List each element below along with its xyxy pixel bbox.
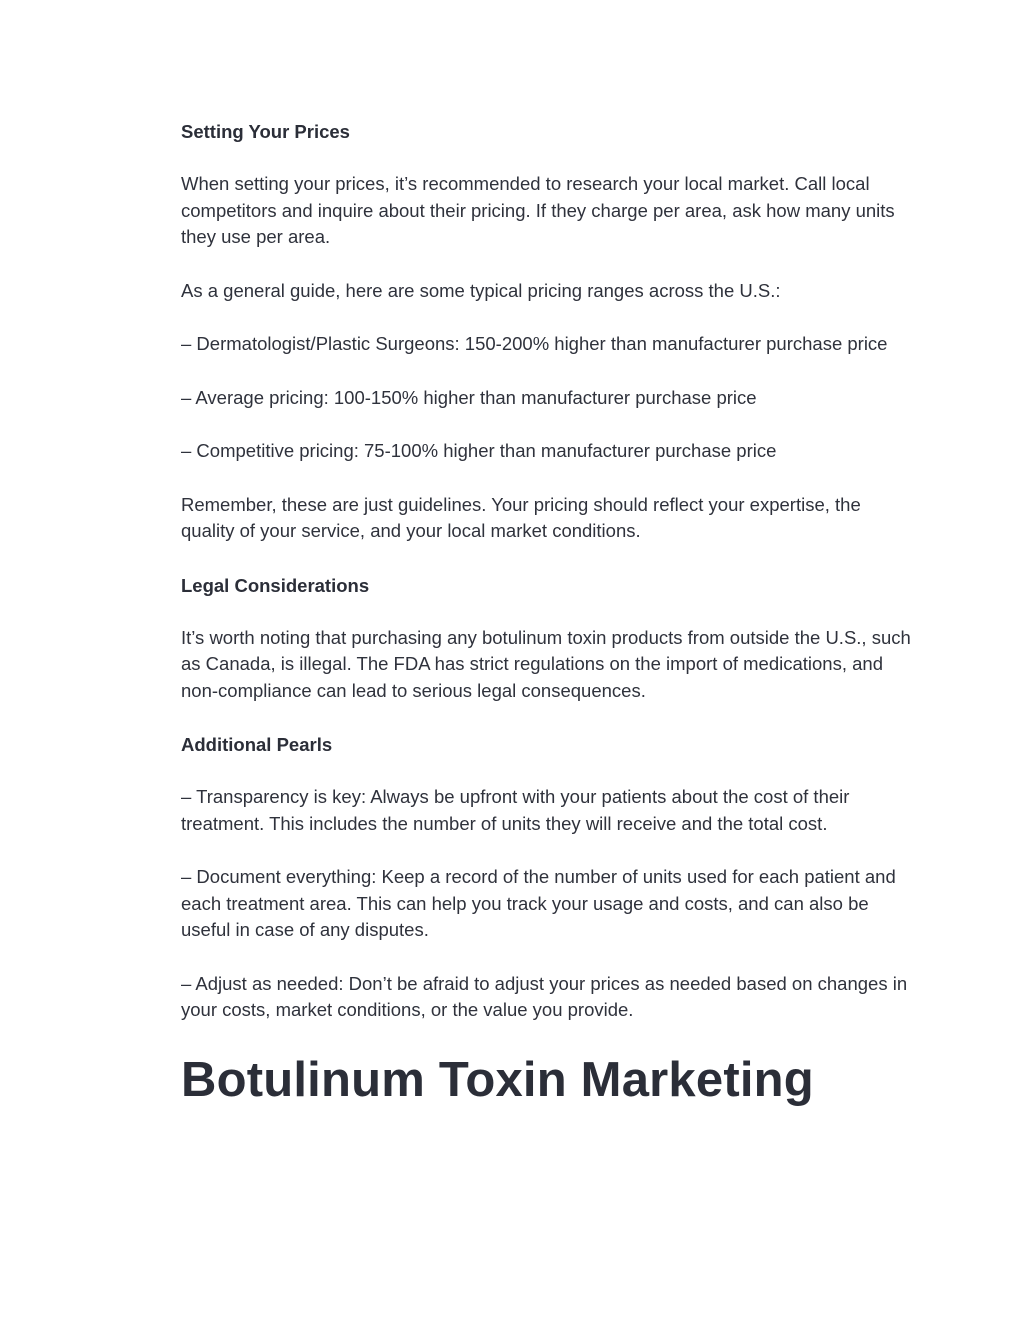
paragraph-pricing-intro: When setting your prices, it’s recommended to research your local market. Call local competitors and inquire about their pricing. If they charge per area, ask how many units they use per area.: [181, 173, 895, 247]
pricing-range-item: – Average pricing: 100-150% higher than manufacturer purchase price: [181, 386, 757, 408]
pearl-item: – Document everything: Keep a record of the number of units used for each patient and each treatment area. This can help you track your usage and costs, and can also be useful in case of any disputes.: [181, 866, 896, 940]
pricing-range-item: – Dermatologist/Plastic Surgeons: 150-200% higher than manufacturer purchase price: [181, 333, 888, 354]
page-title-marketing: Botulinum Toxin Marketing: [181, 1052, 814, 1107]
document-page: [181, 118, 911, 1108]
section-heading-legal: Legal Considerations: [181, 574, 370, 596]
section-heading-pearls: Additional Pearls: [181, 734, 333, 755]
paragraph-pricing-reminder: Remember, these are just guidelines. Your pricing should reflect your expertise, the quality of your service, and your local market conditions.: [181, 493, 861, 541]
pricing-range-item: – Competitive pricing: 75-100% higher than manufacturer purchase price: [181, 440, 777, 461]
section-heading-setting-prices: Setting Your Prices: [181, 121, 350, 142]
pearl-item: – Adjust as needed: Don’t be afraid to adjust your prices as needed based on changes in your costs, market conditions, or the value you provide.: [181, 972, 908, 1020]
pearl-item: – Transparency is key: Always be upfront with your patients about the cost of their treatment. This includes the number of units they will receive and the total cost.: [181, 786, 850, 834]
paragraph-pricing-guide: As a general guide, here are some typical pricing ranges across the U.S.:: [181, 279, 781, 301]
paragraph-legal: It’s worth noting that purchasing any botulinum toxin products from outside the U.S., such as Canada, is illegal. The FDA has strict regulations on the import of medications, and non-compliance can lead to serious legal consequences.: [181, 626, 911, 701]
